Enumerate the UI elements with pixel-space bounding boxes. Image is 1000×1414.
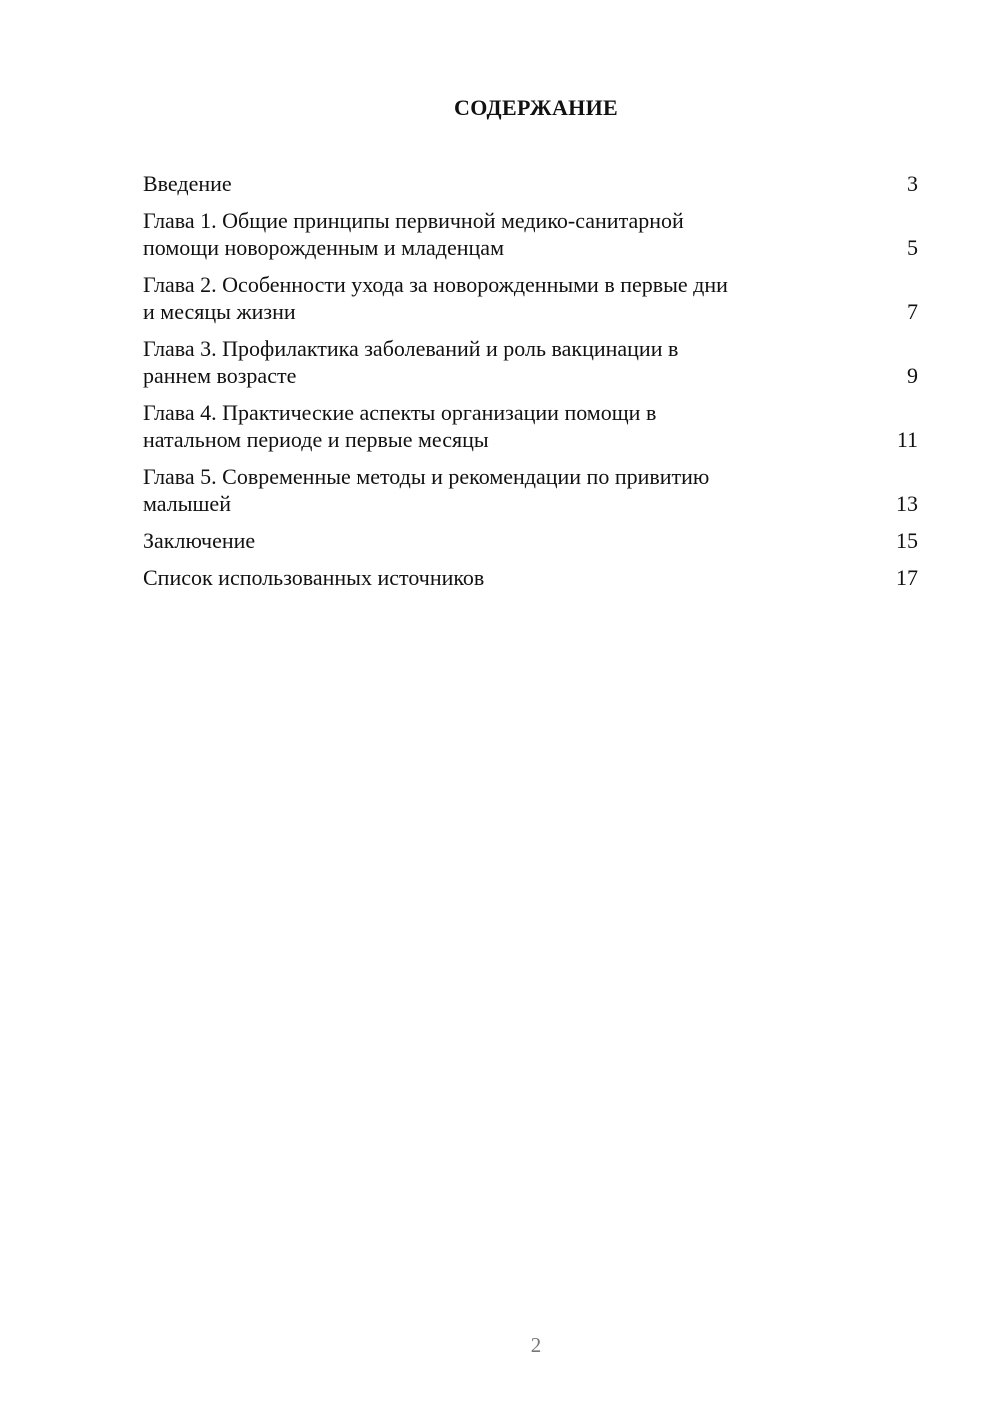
- toc-entry-title: [143, 527, 255, 554]
- toc-entry: [143, 271, 918, 325]
- toc-entry-page: 13: [896, 491, 918, 516]
- toc-entry: [143, 564, 918, 591]
- toc-entry-title: [143, 170, 232, 197]
- toc-entry: [143, 335, 918, 389]
- toc-entry-title: [143, 207, 684, 261]
- toc-entry-page: 3: [907, 171, 918, 196]
- table-of-contents: [143, 170, 918, 601]
- toc-entry-line: помощи новорожденным и младенцам: [143, 235, 504, 260]
- toc-entry-page: 15: [896, 528, 918, 553]
- page-title: СОДЕРЖАНИЕ: [454, 95, 618, 120]
- toc-entry-page: 5: [907, 235, 918, 260]
- page-number: 2: [530, 1333, 542, 1357]
- toc-entry-title: [143, 271, 728, 325]
- toc-entry-line: Глава 3. Профилактика заболеваний и роль вакцинации в: [143, 336, 679, 361]
- toc-entry-page: 7: [907, 299, 918, 324]
- toc-entry-page: 9: [907, 363, 918, 388]
- toc-entry-title: [143, 399, 656, 453]
- toc-entry: [143, 527, 918, 554]
- toc-entry-line: Глава 4. Практические аспекты организации помощи в: [143, 400, 657, 425]
- toc-entry-line: натальном периоде и первые месяцы: [143, 427, 489, 452]
- toc-entry-title: [143, 335, 678, 389]
- toc-entry-line: малышей: [143, 491, 231, 516]
- toc-entry-line: Глава 1. Общие принципы первичной медико-санитарной: [143, 208, 684, 233]
- toc-entry-line: раннем возрасте: [143, 363, 297, 388]
- toc-entry: [143, 463, 918, 517]
- toc-entry-line: и месяцы жизни: [143, 299, 296, 324]
- toc-entry-page: 11: [896, 427, 918, 452]
- toc-entry-page: 17: [896, 565, 918, 590]
- toc-entry: [143, 399, 918, 453]
- toc-entry: [143, 170, 918, 197]
- toc-entry-line: Введение: [143, 171, 232, 196]
- toc-entry-line: Глава 5. Современные методы и рекомендации по привитию: [143, 464, 710, 489]
- toc-entry-title: [143, 463, 709, 517]
- toc-entry-title: [143, 564, 484, 591]
- toc-entry-line: Заключение: [143, 528, 256, 553]
- toc-entry-line: Глава 2. Особенности ухода за новорожденными в первые дни: [143, 272, 728, 297]
- toc-entry: [143, 207, 918, 261]
- toc-entry-line: Список использованных источников: [143, 565, 485, 590]
